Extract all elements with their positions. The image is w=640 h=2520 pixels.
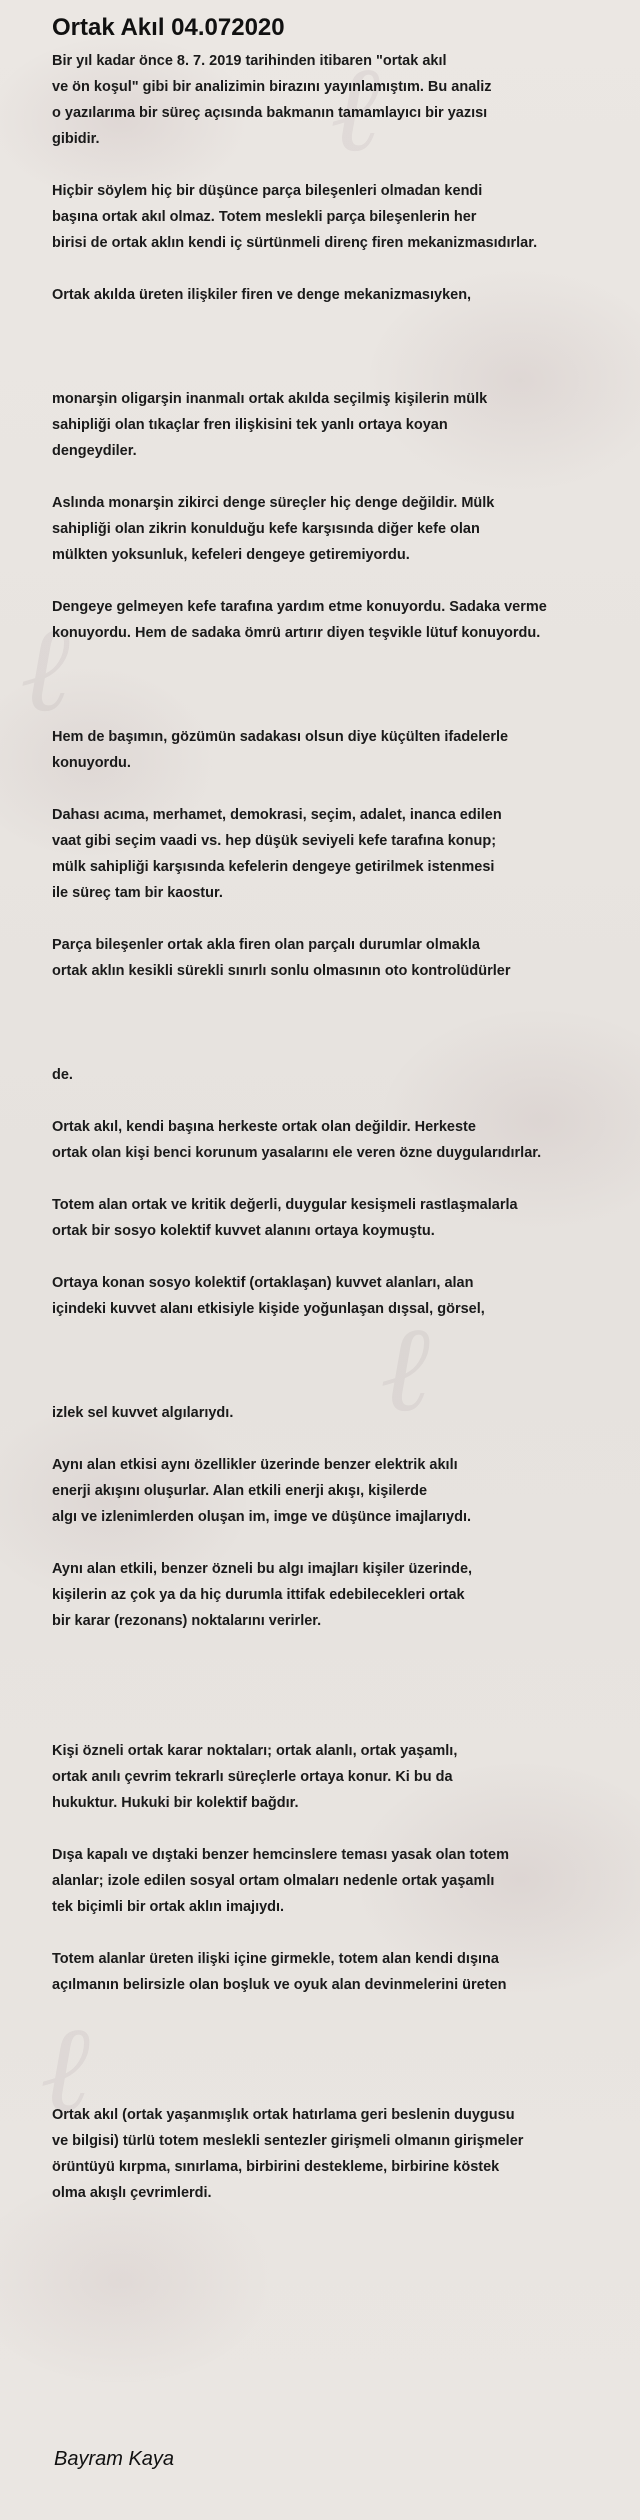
poem-line: alanlar; izole edilen sosyal ortam olmaları nedenle ortak yaşamlı bbox=[52, 1873, 495, 1889]
blank-line bbox=[52, 568, 612, 594]
background-watermark: ℓ bbox=[380, 1300, 430, 1439]
poem-line: sahipliği olan tıkaçlar fren ilişkisini tek yanlı ortaya koyan bbox=[52, 417, 448, 433]
background-watermark: ℓ bbox=[330, 40, 380, 179]
blank-line bbox=[52, 2050, 612, 2076]
poem-line: gibidir. bbox=[52, 131, 100, 147]
blank-line bbox=[52, 1530, 612, 1556]
blank-line bbox=[52, 1816, 612, 1842]
blank-line bbox=[52, 1010, 612, 1036]
blank-line bbox=[52, 1426, 612, 1452]
blank-line bbox=[52, 1686, 612, 1712]
poem-line: başına ortak akıl olmaz. Totem meslekli parça bileşenlerin her bbox=[52, 209, 477, 225]
blank-line bbox=[52, 984, 612, 1010]
poem-line: Totem alanlar üreten ilişki içine girmekle, totem alan kendi dışına bbox=[52, 1951, 499, 1967]
blank-line bbox=[52, 646, 612, 672]
poem-line: Ortak akıl, kendi başına herkeste ortak olan değildir. Herkeste bbox=[52, 1119, 476, 1135]
poem-line: Ortak akılda üreten ilişkiler firen ve denge mekanizmasıyken, bbox=[52, 287, 472, 303]
poem-line: hukuktur. Hukuki bir kolektif bağdır. bbox=[52, 1795, 299, 1811]
poem-line: ortak olan kişi benci korunum yasalarını ele veren özne duygularıdırlar. bbox=[52, 1145, 542, 1161]
blank-line bbox=[52, 152, 612, 178]
poem-line: kişilerin az çok ya da hiç durumla ittifak edebilecekleri ortak bbox=[52, 1587, 465, 1603]
blank-line bbox=[52, 308, 612, 334]
poem-line: ortak bir sosyo kolektif kuvvet alanını ortaya koymuştu. bbox=[52, 1223, 435, 1239]
poem-line: ortak anılı çevrim tekrarlı süreçlerle ortaya konur. Ki bu da bbox=[52, 1769, 453, 1785]
poem-line: tek biçimli bir ortak aklın imajıydı. bbox=[52, 1899, 285, 1915]
blank-line bbox=[52, 2024, 612, 2050]
poem-line: Kişi özneli ortak karar noktaları; ortak alanlı, ortak yaşamlı, bbox=[52, 1743, 458, 1759]
blank-line bbox=[52, 464, 612, 490]
poem-line: ile süreç tam bir kaostur. bbox=[52, 885, 223, 901]
poem-line: örüntüyü kırpma, sınırlama, birbirini destekleme, birbirine köstek bbox=[52, 2159, 500, 2175]
poem-line: Hiçbir söylem hiç bir düşünce parça bileşenleri olmadan kendi bbox=[52, 183, 483, 199]
poem-line: enerji akışını oluşurlar. Alan etkili enerji akışı, kişilerde bbox=[52, 1483, 428, 1499]
blank-line bbox=[52, 698, 612, 724]
poem-line: Aslında monarşin zikirci denge süreçler hiç denge değildir. Mülk bbox=[52, 495, 495, 511]
poem-line: Dengeye gelmeyen kefe tarafına yardım etme konuyordu. Sadaka verme bbox=[52, 599, 547, 615]
blank-line bbox=[52, 1088, 612, 1114]
poem-line: olma akışlı çevrimlerdi. bbox=[52, 2185, 212, 2201]
poem-line: o yazılarıma bir süreç açısında bakmanın tamamlayıcı bir yazısı bbox=[52, 105, 488, 121]
poem-line: vaat gibi seçim vaadi vs. hep düşük seviyeli kefe tarafına konup; bbox=[52, 833, 497, 849]
blank-line bbox=[52, 776, 612, 802]
background-watermark: ℓ bbox=[20, 600, 70, 739]
blank-line bbox=[52, 906, 612, 932]
poem-line: mülk sahipliği karşısında kefelerin dengeye getirilmek istenmesi bbox=[52, 859, 495, 875]
poem-line: Dahası acıma, merhamet, demokrasi, seçim, adalet, inanca edilen bbox=[52, 807, 502, 823]
poem-line: sahipliği olan zikrin konulduğu kefe karşısında diğer kefe olan bbox=[52, 521, 480, 537]
blank-line bbox=[52, 256, 612, 282]
blank-line bbox=[52, 360, 612, 386]
poem-body bbox=[52, 48, 612, 2206]
poem-line: açılmanın belirsizle olan boşluk ve oyuk alan devinmelerini üreten bbox=[52, 1977, 507, 1993]
poem-line: Parça bileşenler ortak akla firen olan parçalı durumlar olmakla bbox=[52, 937, 480, 953]
poem-line: Ortaya konan sosyo kolektif (ortaklaşan) kuvvet alanları, alan bbox=[52, 1275, 474, 1291]
poem-page bbox=[52, 14, 612, 2206]
poem-line: ve ön koşul" gibi bir analizimin birazını yayınlamıştım. Bu analiz bbox=[52, 79, 492, 95]
blank-line bbox=[52, 672, 612, 698]
poem-title: Ortak Akıl 04.072020 bbox=[52, 14, 285, 41]
blank-line bbox=[52, 1660, 612, 1686]
blank-line bbox=[52, 1998, 612, 2024]
blank-line bbox=[52, 334, 612, 360]
poem-line: Totem alan ortak ve kritik değerli, duygular kesişmeli rastlaşmalarla bbox=[52, 1197, 518, 1213]
poem-line: konuyordu. Hem de sadaka ömrü artırır diyen teşvikle lütuf konuyordu. bbox=[52, 625, 541, 641]
blank-line bbox=[52, 1166, 612, 1192]
poem-line: bir karar (rezonans) noktalarını verirler. bbox=[52, 1613, 322, 1629]
poem-line: Dışa kapalı ve dıştaki benzer hemcinslere teması yasak olan totem bbox=[52, 1847, 509, 1863]
poem-line: Aynı alan etkili, benzer özneli bu algı imajları kişiler üzerinde, bbox=[52, 1561, 473, 1577]
blank-line bbox=[52, 1374, 612, 1400]
blank-line bbox=[52, 1634, 612, 1660]
blank-line bbox=[52, 1036, 612, 1062]
blank-line bbox=[52, 1348, 612, 1374]
poem-line: ve bilgisi) türlü totem meslekli sentezler girişmeli olmanın girişmeler bbox=[52, 2133, 524, 2149]
poem-line: izlek sel kuvvet algılarıydı. bbox=[52, 1405, 234, 1421]
poem-line: monarşin oligarşin inanmalı ortak akılda seçilmiş kişilerin mülk bbox=[52, 391, 488, 407]
poem-line: Aynı alan etkisi aynı özellikler üzerinde benzer elektrik akılı bbox=[52, 1457, 458, 1473]
poem-line: de. bbox=[52, 1067, 73, 1083]
blank-line bbox=[52, 2076, 612, 2102]
blank-line bbox=[52, 1920, 612, 1946]
blank-line bbox=[52, 1712, 612, 1738]
background-watermark: ℓ bbox=[40, 2000, 90, 2139]
poem-line: Bir yıl kadar önce 8. 7. 2019 tarihinden itibaren "ortak akıl bbox=[52, 53, 447, 69]
poem-line: mülkten yoksunluk, kefeleri dengeye getiremiyordu. bbox=[52, 547, 410, 563]
poem-line: birisi de ortak aklın kendi iç sürtünmeli direnç firen mekanizmasıdırlar. bbox=[52, 235, 538, 251]
poem-line: içindeki kuvvet alanı etkisiyle kişide yoğunlaşan dışsal, görsel, bbox=[52, 1301, 485, 1317]
poem-line: ortak aklın kesikli sürekli sınırlı sonlu olmasının oto kontrolüdürler bbox=[52, 963, 511, 979]
blank-line bbox=[52, 1244, 612, 1270]
blank-line bbox=[52, 1322, 612, 1348]
poem-line: Hem de başımın, gözümün sadakası olsun diye küçülten ifadelerle bbox=[52, 729, 509, 745]
poem-line: algı ve izlenimlerden oluşan im, imge ve düşünce imajlarıydı. bbox=[52, 1509, 472, 1525]
poem-author: Bayram Kaya bbox=[54, 2448, 175, 2470]
poem-line: konuyordu. bbox=[52, 755, 131, 771]
poem-line: dengeydiler. bbox=[52, 443, 137, 459]
poem-line: Ortak akıl (ortak yaşanmışlık ortak hatırlama geri beslenin duygusu bbox=[52, 2107, 515, 2123]
